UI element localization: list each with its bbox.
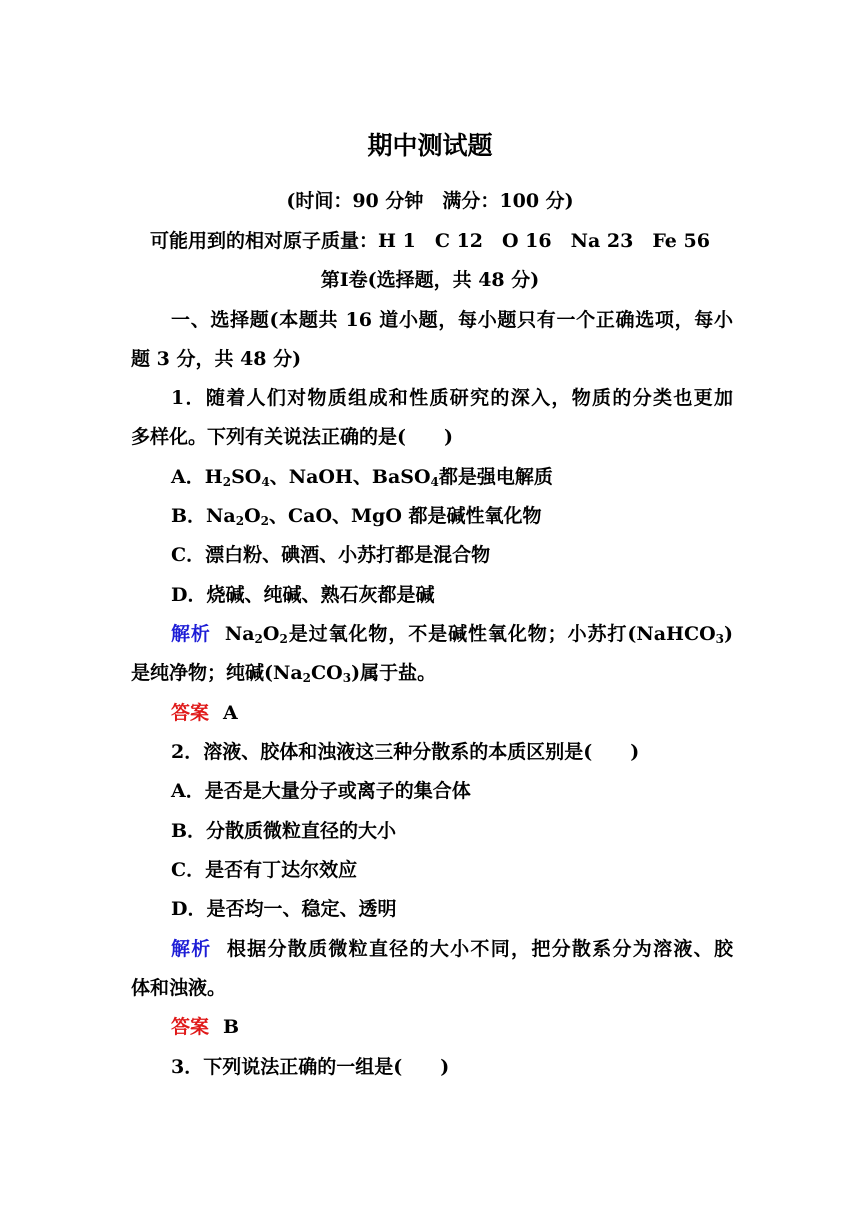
q2-stem: 2．溶液、胶体和浊液这三种分散系的本质区别是( ) xyxy=(171,741,640,763)
time-info: (时间：90 分钟 满分：100 分) xyxy=(286,190,574,212)
q3-stem: 3．下列说法正确的一组是( ) xyxy=(171,1056,450,1078)
q1-option-b: B．$Na_2O_2$、CaO、MgO 都是碱性氧化物 xyxy=(171,505,542,528)
answer-label: 答案 xyxy=(171,702,210,724)
part-heading-line-2: 题 3 分，共 48 分) xyxy=(131,348,302,370)
atomic-mass-info: 可能用到的相对原子质量：H 1 C 12 O 16 Na 23 Fe 56 xyxy=(150,230,710,252)
q2-option-b: B．分散质微粒直径的大小 xyxy=(171,820,397,842)
q2-analysis-line-1: 解析 根据分散质微粒直径的大小不同，把分散系分为溶液、胶 xyxy=(171,938,733,960)
q1-answer: 答案 A xyxy=(171,702,238,724)
q2-option-c: C．是否有丁达尔效应 xyxy=(171,859,358,881)
q2-option-a: A．是否是大量分子或离子的集合体 xyxy=(171,780,471,802)
q1-analysis-line-2: 是纯净物；纯碱$(Na_2CO_3)$属于盐。 xyxy=(131,662,437,685)
q1-stem-line-2: 多样化。下列有关说法正确的是( ) xyxy=(131,426,453,448)
analysis-label: 解析 xyxy=(171,938,212,960)
q1-analysis-line-1: 解析 $Na_2O_2$是过氧化物，不是碱性氧化物；小苏打(NaHCO$_3$) xyxy=(171,623,733,646)
q1-option-a: A．$H_2SO_4$、NaOH、BaSO$_4$都是强电解质 xyxy=(171,466,553,489)
section-title: 第Ⅰ卷(选择题，共 48 分) xyxy=(320,269,540,291)
q2-answer: 答案 B xyxy=(171,1016,240,1038)
q1-stem-line-1: 1．随着人们对物质组成和性质研究的深入，物质的分类也更加 xyxy=(171,387,733,409)
q1-option-d: D．烧碱、纯碱、熟石灰都是碱 xyxy=(171,584,435,606)
page-title: 期中测试题 xyxy=(367,131,493,160)
q2-analysis-line-2: 体和浊液。 xyxy=(131,977,227,999)
q1-option-c: C．漂白粉、碘酒、小苏打都是混合物 xyxy=(171,544,491,566)
answer-label: 答案 xyxy=(171,1016,210,1038)
part-heading-line-1: 一、选择题(本题共 16 道小题，每小题只有一个正确选项，每小 xyxy=(171,309,733,331)
q2-option-d: D．是否均一、稳定、透明 xyxy=(171,898,397,920)
analysis-label: 解析 xyxy=(171,623,211,645)
